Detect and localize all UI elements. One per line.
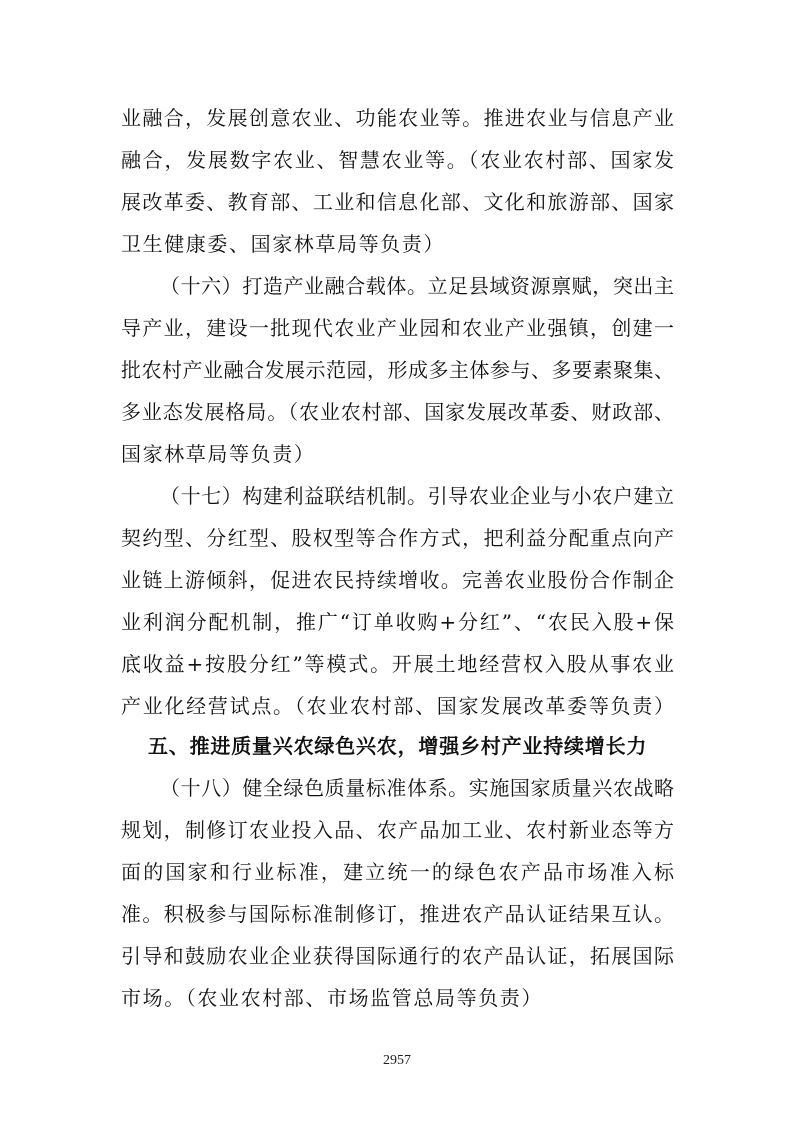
paragraph-line: 展改革委、教育部、工业和信息化部、文化和旅游部、国家 <box>121 190 674 214</box>
paragraph-line: 多业态发展格局。（农业农村部、国家发展改革委、财政部、 <box>121 400 674 424</box>
paragraph-line: 面的国家和行业标准，建立统一的绿色农产品市场准入标 <box>121 860 674 884</box>
paragraph-line: 业利润分配机制，推广“订单收购+分红”、“农民入股+保 <box>121 610 674 634</box>
paragraph-line: 规划，制修订农业投入品、农产品加工业、农村新业态等方 <box>121 818 674 842</box>
paragraph-line: 卫生健康委、国家林草局等负责） <box>121 232 445 256</box>
section-heading: 五、推进质量兴农绿色兴农，增强乡村产业持续增长力 <box>148 734 648 758</box>
paragraph-line: 准。积极参与国际标准制修订，推进农产品认证结果互认。 <box>121 902 674 926</box>
paragraph-line: 国家林草局等负责） <box>121 442 316 466</box>
paragraph-line: 业融合，发展创意农业、功能农业等。推进农业与信息产业 <box>121 106 674 130</box>
page-number: 2957 <box>383 1053 411 1068</box>
paragraph-line: （十六）打造产业融合载体。立足县域资源禀赋，突出主 <box>160 274 674 298</box>
paragraph-line: 业链上游倾斜，促进农民持续增收。完善农业股份合作制企 <box>121 568 674 592</box>
paragraph-line: 批农村产业融合发展示范园，形成多主体参与、多要素聚集、 <box>121 358 674 382</box>
paragraph-line: 融合，发展数字农业、智慧农业等。（农业农村部、国家发 <box>121 148 674 172</box>
paragraph-line: 引导和鼓励农业企业获得国际通行的农产品认证，拓展国际 <box>121 944 674 968</box>
paragraph-line: 底收益+按股分红”等模式。开展土地经营权入股从事农业 <box>121 652 674 676</box>
paragraph-line: 市场。（农业农村部、市场监管总局等负责） <box>121 986 543 1010</box>
paragraph-line: （十八）健全绿色质量标准体系。实施国家质量兴农战略 <box>160 776 674 800</box>
paragraph-line: 产业化经营试点。（农业农村部、国家发展改革委等负责） <box>121 694 674 718</box>
paragraph-line: 导产业，建设一批现代农业产业园和农业产业强镇，创建一 <box>121 316 674 340</box>
paragraph-line: （十七）构建利益联结机制。引导农业企业与小农户建立 <box>160 484 674 508</box>
paragraph-line: 契约型、分红型、股权型等合作方式，把利益分配重点向产 <box>121 526 674 550</box>
